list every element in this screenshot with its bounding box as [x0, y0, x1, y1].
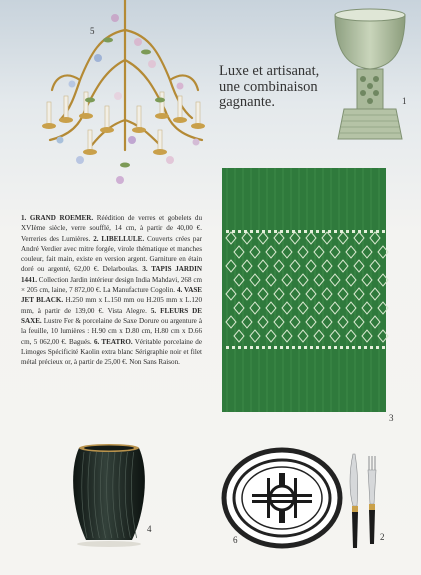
headline-line-1: Luxe et artisanat,: [219, 63, 320, 79]
caption-text: Collection Jardin intérieur design India Mahdavi, 268 cm × 205 cm, laine, 7 872,00 €. La Manufacture Cogolin.: [21, 275, 202, 295]
green-rug-image: [222, 168, 386, 412]
caption-text: Couverts crées par André Verdier avec mitre forgée, virole thématique et manches couleur, fait main, existe en version argent. Garniture en étain doré ou argenté, 62,00 €. Delarboulas.: [21, 234, 202, 274]
caption-heading: 6. TEATRO.: [93, 337, 133, 346]
caption-text: Véritable porcelaine de Limoges Spécificité Kaolin extra blanc Sérigraphie noir et filet métal précieux or, à partir de 25,00 €. Non Sans Raison.: [21, 337, 202, 367]
caption-heading: 1. GRAND ROEMER.: [21, 214, 94, 222]
black-vase-image: [64, 440, 154, 552]
item-number-6: 6: [233, 535, 238, 545]
caption-text: Lustre Fer & porcelaine de Saxe Dorure ou argenture à la feuille, 10 lumières : H.90 cm x D.80 cm, H.80 cm x D.66 cm, 5 062,00 €. Bagués.: [21, 316, 202, 346]
caption-heading: 3. TAPIS JARDIN 1441.: [21, 265, 203, 284]
headline-line-3: gagnante.: [219, 94, 275, 110]
caption-heading: 4. VASE JET BLACK.: [21, 286, 202, 305]
item-number-1: 1: [402, 96, 407, 106]
caption-text: Réédition de verres et gobelets du XVIème siècle, verre soufflé, 14 cm, à partir de 40,00 €. Verreries des Lumières.: [21, 214, 202, 243]
item-number-3: 3: [389, 413, 394, 423]
teatro-plate-image: [222, 448, 342, 548]
roemer-glass-image: [330, 5, 410, 145]
libellule-cutlery-image: [343, 452, 383, 552]
product-captions: [21, 213, 202, 367]
chandelier-image: [20, 0, 230, 200]
item-number-4: 4: [147, 524, 152, 534]
headline-line-2: une combinaison: [219, 78, 318, 95]
caption-text: H.250 mm x L.150 mm ou H.205 mm x L.120 mm, à partir de 139,00 €. Vista Alegre.: [21, 296, 202, 315]
item-number-5: 5: [90, 26, 95, 36]
caption-heading: 5. FLEURS DE SAXE.: [21, 306, 202, 325]
caption-heading: 2. LIBELLULE.: [93, 234, 145, 243]
item-number-2: 2: [380, 532, 385, 542]
